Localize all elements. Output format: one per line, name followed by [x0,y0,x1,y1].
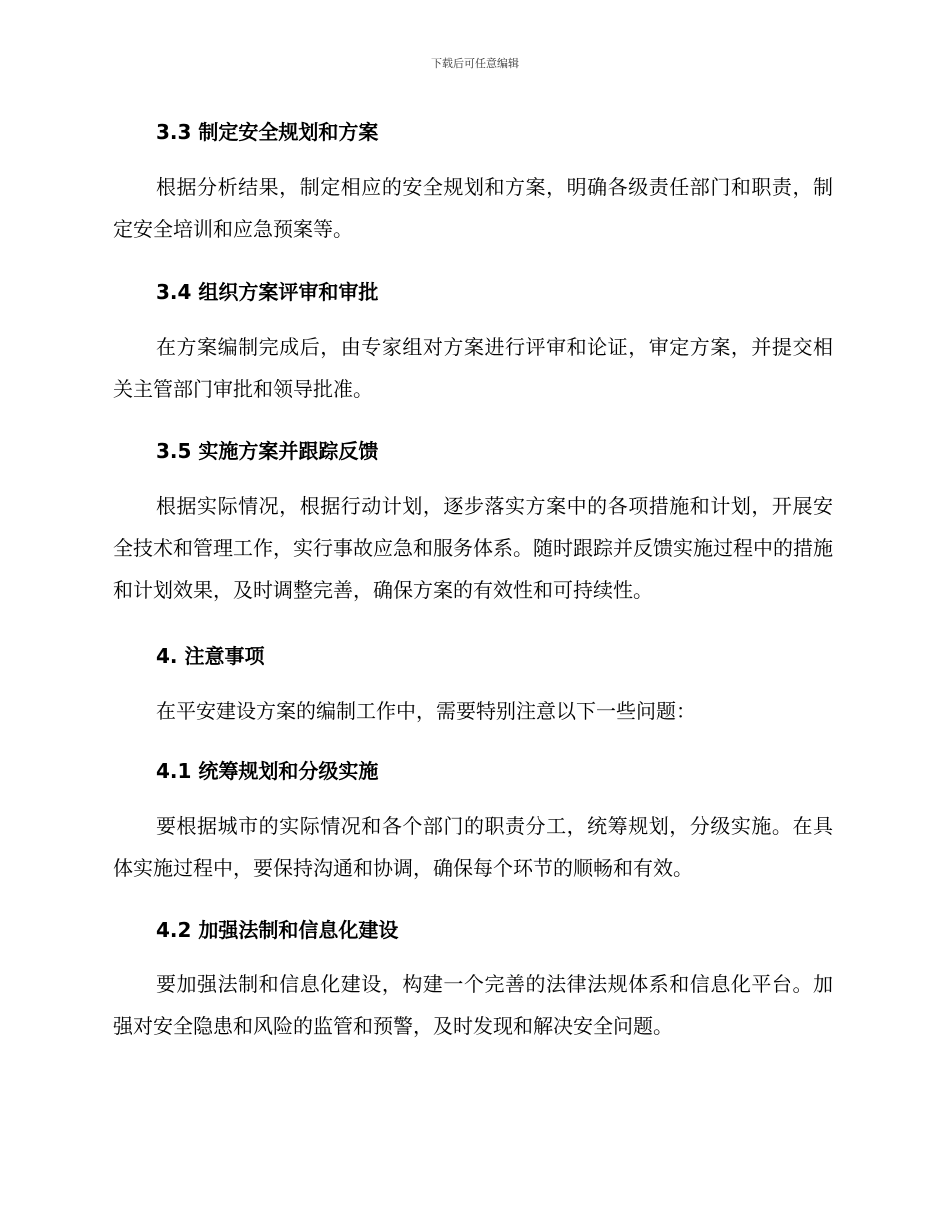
section-heading-3-3: 3.3 制定安全规划和方案 [156,120,379,144]
section-heading-4: 4. 注意事项 [156,644,265,668]
paragraph-4: 在平安建设方案的编制工作中，需要特别注意以下一些问题： [156,699,696,723]
section-heading-3-4: 3.4 组织方案评审和审批 [156,280,379,304]
paragraph-3-3: 根据分析结果，制定相应的安全规划和方案，明确各级责任部门和职责，制定安全培训和应急预案等。 [113,175,833,241]
section-heading-4-2: 4.2 加强法制和信息化建设 [156,918,399,942]
page-header: 下载后可任意编辑 [431,57,519,70]
paragraph-3-5: 根据实际情况，根据行动计划，逐步落实方案中的各项措施和计划，开展安全技术和管理工作，实行事故应急和服务体系。随时跟踪并反馈实施过程中的措施和计划效果，及时调整完善，确保方案的有效性和可持续性。 [113,494,833,602]
paragraph-3-4: 在方案编制完成后，由专家组对方案进行评审和论证，审定方案，并提交相关主管部门审批和领导批准。 [113,335,833,401]
paragraph-4-2: 要加强法制和信息化建设，构建一个完善的法律法规体系和信息化平台。加强对安全隐患和风险的监管和预警，及时发现和解决安全问题。 [113,972,833,1038]
section-heading-3-5: 3.5 实施方案并跟踪反馈 [156,439,379,463]
section-heading-4-1: 4.1 统筹规划和分级实施 [156,759,379,783]
paragraph-4-1: 要根据城市的实际情况和各个部门的职责分工，统筹规划，分级实施。在具体实施过程中，要保持沟通和协调，确保每个环节的顺畅和有效。 [113,814,833,880]
